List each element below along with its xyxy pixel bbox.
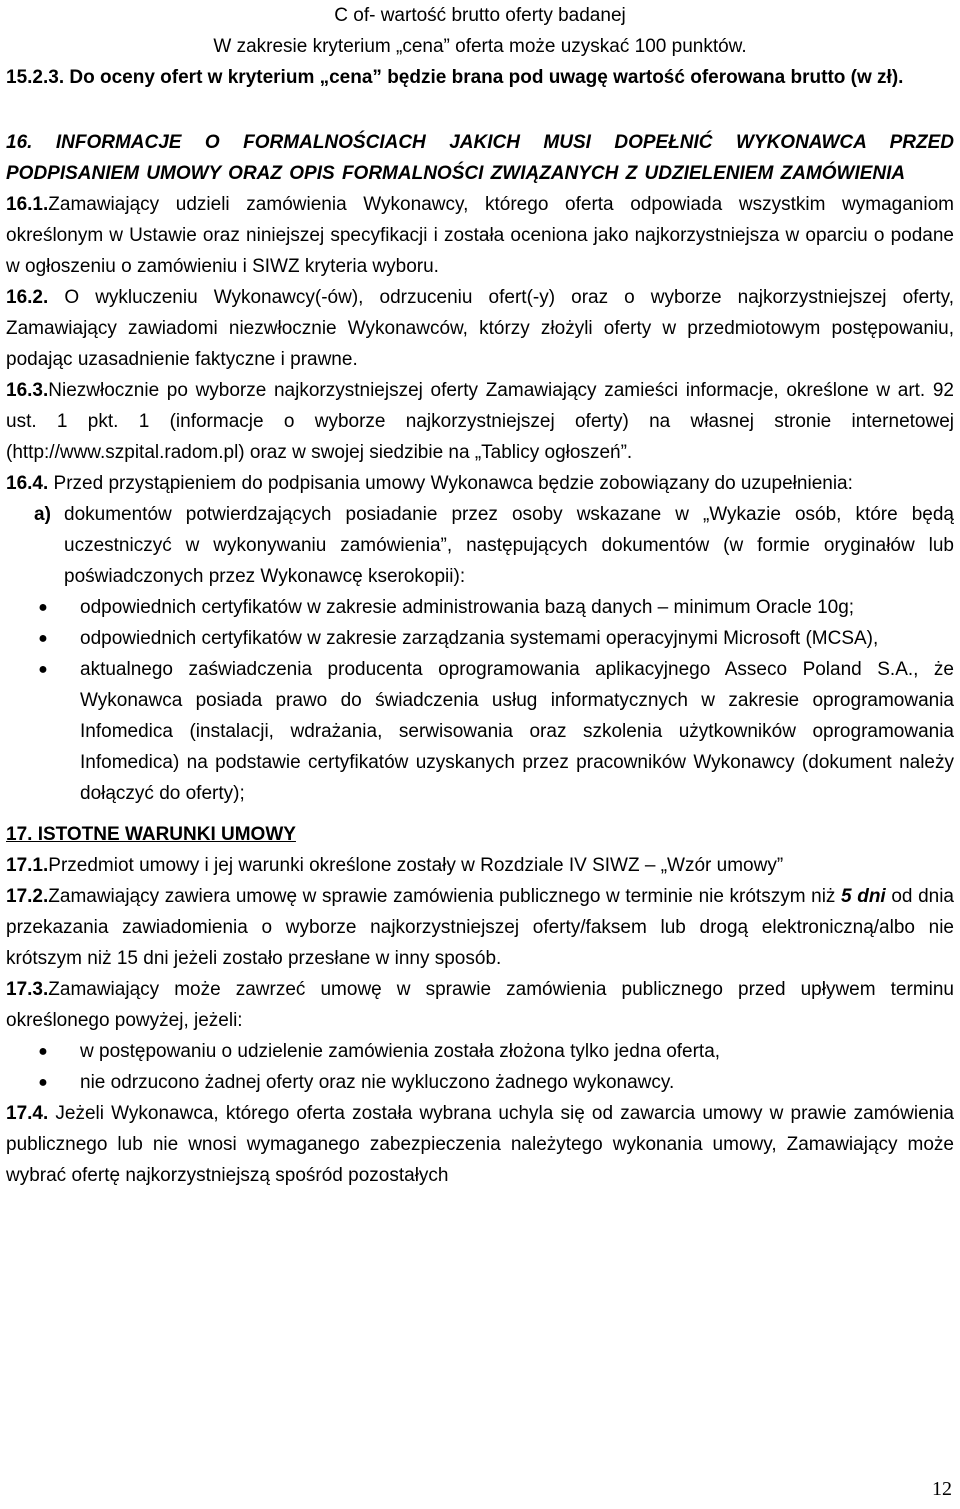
paragraph-17-1 xyxy=(6,850,954,881)
bullet-item xyxy=(6,654,954,809)
bullet-icon: ● xyxy=(38,1074,48,1091)
price-criterion-text: W zakresie kryterium „cena” oferta może uzyskać 100 punktów. xyxy=(213,36,747,57)
bullet-icon: ● xyxy=(38,599,48,616)
formula-legend-line: C of- wartość brutto oferty badanej xyxy=(334,5,626,26)
paragraph-text: O wykluczeniu Wykonawcy(-ów), odrzuceniu ofert(-y) oraz o wyborze najkorzystniejszej oferty, Zamawiający zawiadomi niezwłocznie Wykonawców, którzy złożyli oferty w przedmiotowym postępowaniu, podając uzasadnienie faktyczne i prawne. xyxy=(6,287,954,370)
section-16-heading: 16. INFORMACJE O FORMALNOŚCIACH JAKICH MUSI DOPEŁNIĆ WYKONAWCA PRZED PODPISANIEM UMOWY ORAZ OPIS FORMALNOŚCI ZWIĄZANYCH Z UDZIELENIEM ZAMÓWIENIA xyxy=(6,132,954,184)
paragraph-number: 15.2.3. xyxy=(6,67,65,88)
bullet-text: nie odrzucono żadnej oferty oraz nie wykluczono żadnego wykonawcy. xyxy=(80,1072,675,1093)
paragraph-16-2 xyxy=(6,282,954,375)
bullet-item xyxy=(6,623,954,654)
paragraph-text: Zamawiający zawiera umowę w sprawie zamówienia publicznego w terminie nie krótszym niż xyxy=(48,886,842,907)
paragraph-number: 16.2. xyxy=(6,287,49,308)
paragraph-text: Jeżeli Wykonawca, którego oferta została wybrana uchyla się od zawarcia umowy w prawie zamówienia publicznego lub nie wnosi wymaganego zabezpieczenia należytego wykonania umowy, Zamawiający może wybrać ofertę najkorzystniejszą spośród pozostałych xyxy=(6,1103,954,1186)
bullet-icon: ● xyxy=(38,1043,48,1060)
bullet-icon: ● xyxy=(38,630,48,647)
paragraph-17-4 xyxy=(6,1098,954,1191)
bullet-item xyxy=(6,1067,954,1098)
bullet-text: aktualnego zaświadczenia producenta oprogramowania aplikacyjnego Asseco Poland S.A., że Wykonawca posiada prawo do świadczenia usług informatycznych w zakresie oprogramowania Infomedica (instalacji, wdrażania, serwisowania oraz szkolenia użytkowników oprogramowania Infomedica) na podstawie certyfikatów uzyskanych przez pracowników Wykonawcy (dokument należy dołączyć do oferty); xyxy=(80,659,954,804)
bullet-text: odpowiednich certyfikatów w zakresie administrowania bazą danych – minimum Oracle 10g; xyxy=(80,597,855,618)
paragraph-16-3 xyxy=(6,375,954,468)
paragraph-text: Zamawiający udzieli zamówienia Wykonawcy, którego oferta odpowiada wszystkim wymaganiom określonym w Ustawie oraz niniejszej specyfikacji i została oceniona jako najkorzystniejsza w oparciu o podane w ogłoszeniu o zamówieniu i SIWZ kryteria wyboru. xyxy=(6,194,954,277)
paragraph-17-3 xyxy=(6,974,954,1036)
bullet-item xyxy=(6,1036,954,1067)
paragraph-number: 17.1. xyxy=(6,855,49,876)
list-label: a) xyxy=(34,504,51,525)
paragraph-number: 16.4. xyxy=(6,473,49,494)
paragraph-number: 17.3. xyxy=(6,979,49,1000)
paragraph-text: Do oceny ofert w kryterium „cena” będzie brana pod uwagę wartość oferowana brutto (w zł). xyxy=(64,67,904,88)
blank-line xyxy=(6,96,954,127)
paragraph-17-2 xyxy=(6,881,954,974)
emphasis-days: 5 dni xyxy=(841,886,886,907)
price-criterion-points xyxy=(6,31,954,62)
paragraph-text: Przedmiot umowy i jej warunki określone zostały w Rozdziale IV SIWZ – „Wzór umowy” xyxy=(48,855,784,876)
bullet-text: w postępowaniu o udzielenie zamówienia została złożona tylko jedna oferta, xyxy=(80,1041,721,1062)
paragraph-text: Przed przystąpieniem do podpisania umowy Wykonawca będzie zobowiązany do uzupełnienia: xyxy=(48,473,853,494)
bullet-item xyxy=(6,592,954,623)
page-number: 12 xyxy=(932,1478,952,1500)
paragraph-text: Zamawiający może zawrzeć umowę w sprawie zamówienia publicznego przed upływem terminu określonego powyżej, jeżeli: xyxy=(6,979,954,1031)
paragraph-16-1 xyxy=(6,189,954,282)
paragraph-text: Niezwłocznie po wyborze najkorzystniejszej oferty Zamawiający zamieści informacje, określone w art. 92 ust. 1 pkt. 1 (informacje o wyborze najkorzystniejszej oferty) na własnej stronie internetowej (http://www.szpital.radom.pl) oraz w swojej siedzibie na „Tablicy ogłoszeń”. xyxy=(6,380,954,463)
paragraph-16-4 xyxy=(6,468,954,499)
bullet-icon: ● xyxy=(38,661,48,678)
bullet-text: odpowiednich certyfikatów w zakresie zarządzania systemami operacyjnymi Microsoft (MCSA), xyxy=(80,628,879,649)
list-item-a xyxy=(6,499,954,592)
paragraph-number: 16.3. xyxy=(6,380,49,401)
list-item-text: dokumentów potwierdzających posiadanie przez osoby wskazane w „Wykazie osób, które będą uczestniczyć w wykonywaniu zamówienia”, następujących dokumentów (w formie oryginałów lub poświadczonych przez Wykonawcę kserokopii): xyxy=(64,504,954,587)
paragraph-number: 17.4. xyxy=(6,1103,49,1124)
paragraph-number: 16.1. xyxy=(6,194,49,215)
paragraph-15-2-3 xyxy=(6,62,954,93)
section-17-heading: 17. ISTOTNE WARUNKI UMOWY xyxy=(6,824,296,845)
paragraph-number: 17.2. xyxy=(6,886,49,907)
paragraph-text: od dnia przekazania zawiadomienia o wyborze najkorzystniejszej oferty/faksem lub drogą elektroniczną/albo nie krótszym niż 15 dni jeżeli zostało przesłane w inny sposób. xyxy=(6,886,954,969)
